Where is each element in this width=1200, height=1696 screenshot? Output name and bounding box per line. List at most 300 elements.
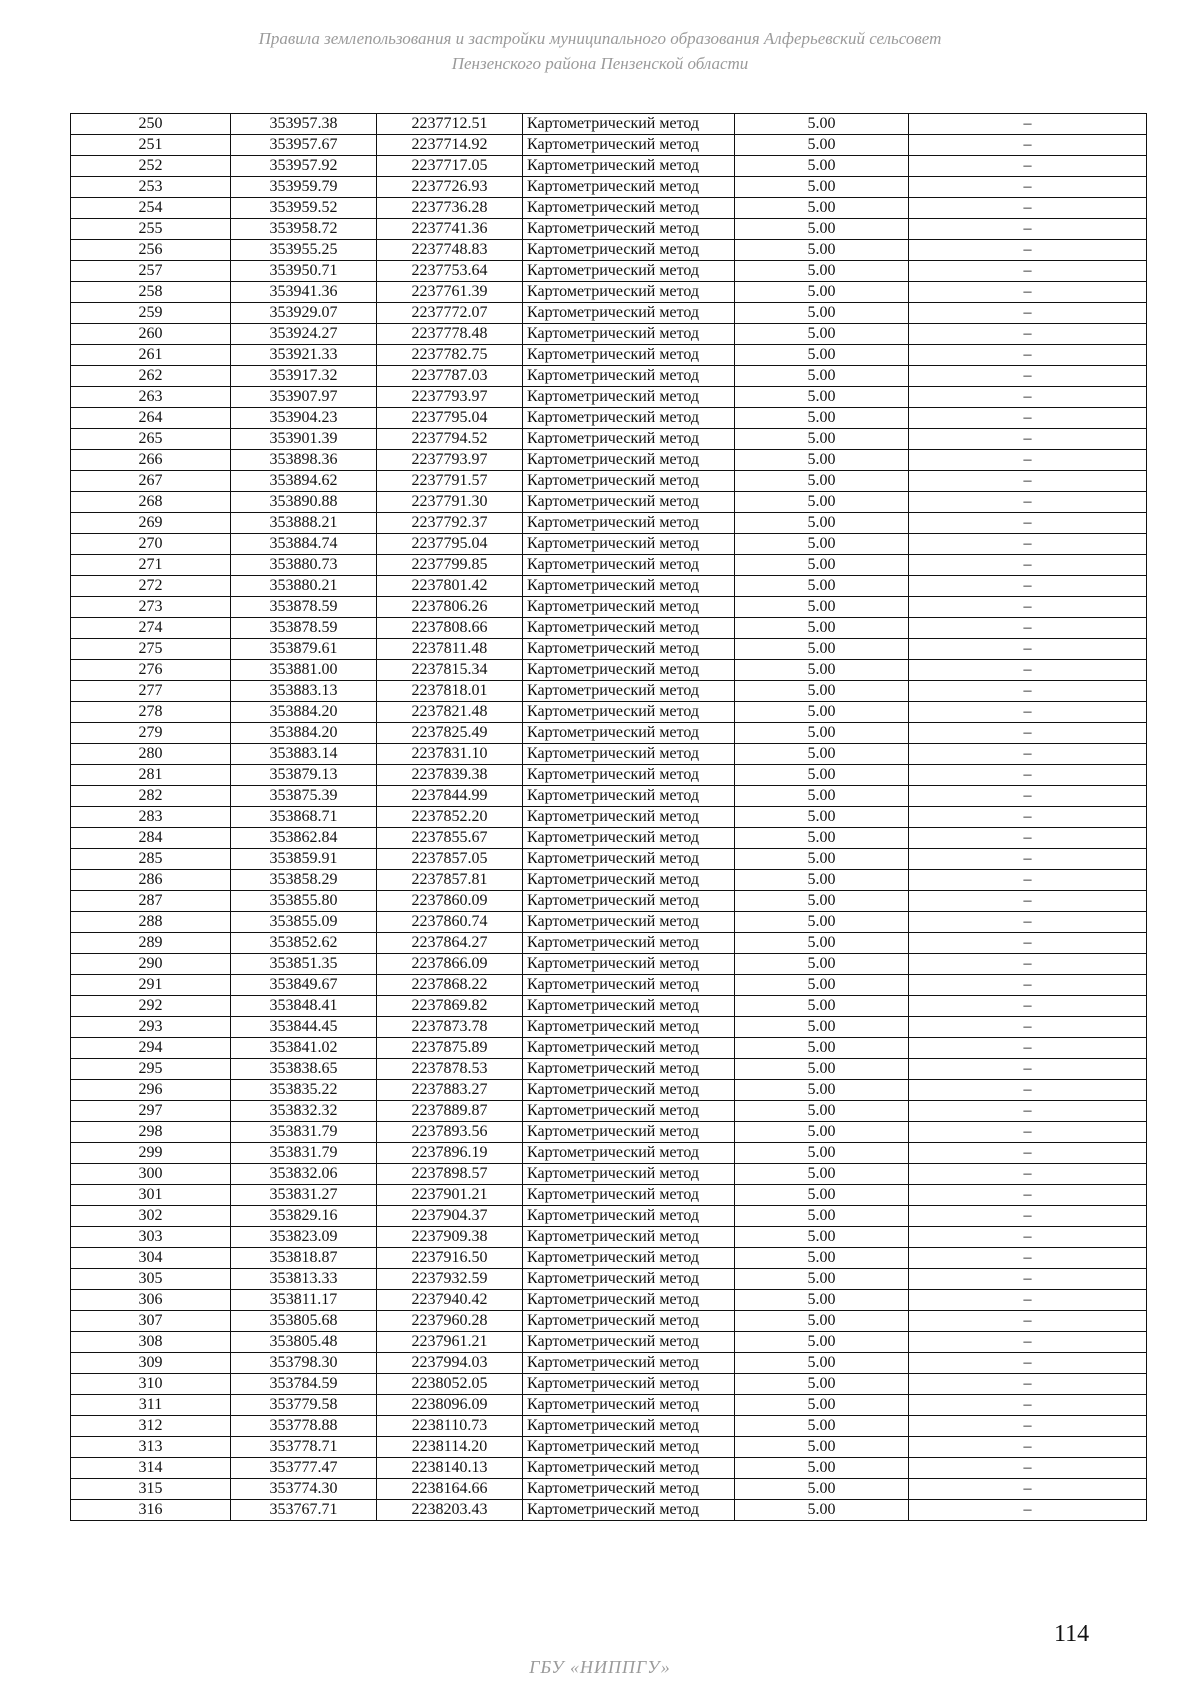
error-cell: 5.00 [735, 639, 909, 660]
table-row [71, 681, 1147, 702]
error-cell: 5.00 [735, 1332, 909, 1353]
note-cell: – [909, 933, 1147, 954]
point-number-cell: 286 [71, 870, 231, 891]
error-cell: 5.00 [735, 114, 909, 135]
note-cell: – [909, 828, 1147, 849]
error-cell: 5.00 [735, 996, 909, 1017]
method-cell: Картометрический метод [523, 786, 735, 807]
method-cell: Картометрический метод [523, 1059, 735, 1080]
x-coordinate-cell: 353855.09 [231, 912, 377, 933]
note-cell: – [909, 1416, 1147, 1437]
method-cell: Картометрический метод [523, 723, 735, 744]
point-number-cell: 260 [71, 324, 231, 345]
method-cell: Картометрический метод [523, 1395, 735, 1416]
error-cell: 5.00 [735, 1248, 909, 1269]
note-cell: – [909, 954, 1147, 975]
table-row [71, 1311, 1147, 1332]
point-number-cell: 264 [71, 408, 231, 429]
table-row [71, 450, 1147, 471]
error-cell: 5.00 [735, 1437, 909, 1458]
method-cell: Картометрический метод [523, 534, 735, 555]
note-cell: – [909, 1017, 1147, 1038]
y-coordinate-cell: 2237889.87 [377, 1101, 523, 1122]
note-cell: – [909, 429, 1147, 450]
table-row [71, 891, 1147, 912]
page-footer: ГБУ «НИППГУ» [529, 1657, 671, 1677]
point-number-cell: 255 [71, 219, 231, 240]
x-coordinate-cell: 353813.33 [231, 1269, 377, 1290]
note-cell: – [909, 1206, 1147, 1227]
table-row [71, 1185, 1147, 1206]
y-coordinate-cell: 2237795.04 [377, 534, 523, 555]
x-coordinate-cell: 353858.29 [231, 870, 377, 891]
x-coordinate-cell: 353941.36 [231, 282, 377, 303]
note-cell: – [909, 1080, 1147, 1101]
point-number-cell: 307 [71, 1311, 231, 1332]
note-cell: – [909, 618, 1147, 639]
x-coordinate-cell: 353831.79 [231, 1143, 377, 1164]
error-cell: 5.00 [735, 450, 909, 471]
table-row [71, 492, 1147, 513]
x-coordinate-cell: 353859.91 [231, 849, 377, 870]
note-cell: – [909, 219, 1147, 240]
x-coordinate-cell: 353778.71 [231, 1437, 377, 1458]
error-cell: 5.00 [735, 135, 909, 156]
y-coordinate-cell: 2237793.97 [377, 387, 523, 408]
note-cell: – [909, 387, 1147, 408]
point-number-cell: 301 [71, 1185, 231, 1206]
y-coordinate-cell: 2237726.93 [377, 177, 523, 198]
note-cell: – [909, 1374, 1147, 1395]
y-coordinate-cell: 2238140.13 [377, 1458, 523, 1479]
y-coordinate-cell: 2238164.66 [377, 1479, 523, 1500]
x-coordinate-cell: 353894.62 [231, 471, 377, 492]
method-cell: Картометрический метод [523, 1458, 735, 1479]
table-row [71, 975, 1147, 996]
error-cell: 5.00 [735, 345, 909, 366]
x-coordinate-cell: 353862.84 [231, 828, 377, 849]
method-cell: Картометрический метод [523, 1290, 735, 1311]
x-coordinate-cell: 353929.07 [231, 303, 377, 324]
table-row [71, 534, 1147, 555]
table-row [71, 828, 1147, 849]
x-coordinate-cell: 353881.00 [231, 660, 377, 681]
table-row [71, 723, 1147, 744]
method-cell: Картометрический метод [523, 1038, 735, 1059]
x-coordinate-cell: 353884.20 [231, 702, 377, 723]
error-cell: 5.00 [735, 975, 909, 996]
point-number-cell: 314 [71, 1458, 231, 1479]
y-coordinate-cell: 2237994.03 [377, 1353, 523, 1374]
y-coordinate-cell: 2237896.19 [377, 1143, 523, 1164]
error-cell: 5.00 [735, 492, 909, 513]
y-coordinate-cell: 2237791.57 [377, 471, 523, 492]
point-number-cell: 280 [71, 744, 231, 765]
note-cell: – [909, 723, 1147, 744]
x-coordinate-cell: 353958.72 [231, 219, 377, 240]
error-cell: 5.00 [735, 1122, 909, 1143]
y-coordinate-cell: 2237794.52 [377, 429, 523, 450]
note-cell: – [909, 1038, 1147, 1059]
point-number-cell: 277 [71, 681, 231, 702]
x-coordinate-cell: 353811.17 [231, 1290, 377, 1311]
x-coordinate-cell: 353924.27 [231, 324, 377, 345]
x-coordinate-cell: 353917.32 [231, 366, 377, 387]
table-row [71, 1269, 1147, 1290]
point-number-cell: 309 [71, 1353, 231, 1374]
table-row [71, 513, 1147, 534]
x-coordinate-cell: 353883.14 [231, 744, 377, 765]
method-cell: Картометрический метод [523, 1374, 735, 1395]
error-cell: 5.00 [735, 1164, 909, 1185]
x-coordinate-cell: 353907.97 [231, 387, 377, 408]
table-row [71, 324, 1147, 345]
method-cell: Картометрический метод [523, 1101, 735, 1122]
point-number-cell: 276 [71, 660, 231, 681]
y-coordinate-cell: 2237808.66 [377, 618, 523, 639]
note-cell: – [909, 660, 1147, 681]
table-row [71, 1101, 1147, 1122]
method-cell: Картометрический метод [523, 261, 735, 282]
point-number-cell: 299 [71, 1143, 231, 1164]
error-cell: 5.00 [735, 786, 909, 807]
point-number-cell: 263 [71, 387, 231, 408]
y-coordinate-cell: 2237868.22 [377, 975, 523, 996]
x-coordinate-cell: 353829.16 [231, 1206, 377, 1227]
table-row [71, 870, 1147, 891]
error-cell: 5.00 [735, 1080, 909, 1101]
method-cell: Картометрический метод [523, 303, 735, 324]
point-number-cell: 267 [71, 471, 231, 492]
point-number-cell: 311 [71, 1395, 231, 1416]
error-cell: 5.00 [735, 534, 909, 555]
error-cell: 5.00 [735, 597, 909, 618]
error-cell: 5.00 [735, 177, 909, 198]
table-row [71, 702, 1147, 723]
note-cell: – [909, 492, 1147, 513]
point-number-cell: 302 [71, 1206, 231, 1227]
x-coordinate-cell: 353818.87 [231, 1248, 377, 1269]
method-cell: Картометрический метод [523, 387, 735, 408]
y-coordinate-cell: 2237712.51 [377, 114, 523, 135]
method-cell: Картометрический метод [523, 1206, 735, 1227]
x-coordinate-cell: 353798.30 [231, 1353, 377, 1374]
note-cell: – [909, 765, 1147, 786]
x-coordinate-cell: 353880.73 [231, 555, 377, 576]
method-cell: Картометрический метод [523, 450, 735, 471]
note-cell: – [909, 1059, 1147, 1080]
y-coordinate-cell: 2238110.73 [377, 1416, 523, 1437]
table-row [71, 1059, 1147, 1080]
table-row [71, 1038, 1147, 1059]
method-cell: Картометрический метод [523, 1311, 735, 1332]
note-cell: – [909, 912, 1147, 933]
y-coordinate-cell: 2237787.03 [377, 366, 523, 387]
error-cell: 5.00 [735, 681, 909, 702]
method-cell: Картометрический метод [523, 576, 735, 597]
x-coordinate-cell: 353777.47 [231, 1458, 377, 1479]
y-coordinate-cell: 2237860.09 [377, 891, 523, 912]
table-row [71, 177, 1147, 198]
note-cell: – [909, 975, 1147, 996]
table-row [71, 1164, 1147, 1185]
y-coordinate-cell: 2237839.38 [377, 765, 523, 786]
point-number-cell: 266 [71, 450, 231, 471]
point-number-cell: 287 [71, 891, 231, 912]
table-row [71, 198, 1147, 219]
y-coordinate-cell: 2237806.26 [377, 597, 523, 618]
error-cell: 5.00 [735, 1353, 909, 1374]
method-cell: Картометрический метод [523, 891, 735, 912]
point-number-cell: 284 [71, 828, 231, 849]
note-cell: – [909, 1269, 1147, 1290]
error-cell: 5.00 [735, 240, 909, 261]
error-cell: 5.00 [735, 1479, 909, 1500]
table-row [71, 576, 1147, 597]
x-coordinate-cell: 353823.09 [231, 1227, 377, 1248]
method-cell: Картометрический метод [523, 366, 735, 387]
error-cell: 5.00 [735, 576, 909, 597]
error-cell: 5.00 [735, 807, 909, 828]
method-cell: Картометрический метод [523, 996, 735, 1017]
y-coordinate-cell: 2237795.04 [377, 408, 523, 429]
x-coordinate-cell: 353852.62 [231, 933, 377, 954]
error-cell: 5.00 [735, 324, 909, 345]
error-cell: 5.00 [735, 1185, 909, 1206]
note-cell: – [909, 303, 1147, 324]
page-header [150, 26, 1050, 76]
point-number-cell: 294 [71, 1038, 231, 1059]
error-cell: 5.00 [735, 1500, 909, 1521]
method-cell: Картометрический метод [523, 1248, 735, 1269]
table-row [71, 765, 1147, 786]
method-cell: Картометрический метод [523, 597, 735, 618]
x-coordinate-cell: 353921.33 [231, 345, 377, 366]
y-coordinate-cell: 2237852.20 [377, 807, 523, 828]
y-coordinate-cell: 2237825.49 [377, 723, 523, 744]
x-coordinate-cell: 353805.68 [231, 1311, 377, 1332]
error-cell: 5.00 [735, 1143, 909, 1164]
error-cell: 5.00 [735, 261, 909, 282]
point-number-cell: 252 [71, 156, 231, 177]
point-number-cell: 269 [71, 513, 231, 534]
method-cell: Картометрический метод [523, 1479, 735, 1500]
note-cell: – [909, 114, 1147, 135]
note-cell: – [909, 849, 1147, 870]
method-cell: Картометрический метод [523, 219, 735, 240]
error-cell: 5.00 [735, 1311, 909, 1332]
method-cell: Картометрический метод [523, 513, 735, 534]
y-coordinate-cell: 2237875.89 [377, 1038, 523, 1059]
method-cell: Картометрический метод [523, 618, 735, 639]
method-cell: Картометрический метод [523, 702, 735, 723]
method-cell: Картометрический метод [523, 1164, 735, 1185]
point-number-cell: 306 [71, 1290, 231, 1311]
table-row [71, 303, 1147, 324]
note-cell: – [909, 1290, 1147, 1311]
table-row [71, 114, 1147, 135]
note-cell: – [909, 513, 1147, 534]
point-number-cell: 305 [71, 1269, 231, 1290]
point-number-cell: 251 [71, 135, 231, 156]
method-cell: Картометрический метод [523, 765, 735, 786]
note-cell: – [909, 345, 1147, 366]
table-row [71, 1332, 1147, 1353]
point-number-cell: 304 [71, 1248, 231, 1269]
point-number-cell: 293 [71, 1017, 231, 1038]
point-number-cell: 283 [71, 807, 231, 828]
method-cell: Картометрический метод [523, 471, 735, 492]
y-coordinate-cell: 2237748.83 [377, 240, 523, 261]
method-cell: Картометрический метод [523, 1437, 735, 1458]
table-row [71, 786, 1147, 807]
method-cell: Картометрический метод [523, 828, 735, 849]
table-row [71, 597, 1147, 618]
note-cell: – [909, 450, 1147, 471]
error-cell: 5.00 [735, 828, 909, 849]
error-cell: 5.00 [735, 1206, 909, 1227]
table-row [71, 1353, 1147, 1374]
y-coordinate-cell: 2238052.05 [377, 1374, 523, 1395]
x-coordinate-cell: 353957.67 [231, 135, 377, 156]
point-number-cell: 292 [71, 996, 231, 1017]
method-cell: Картометрический метод [523, 408, 735, 429]
method-cell: Картометрический метод [523, 1143, 735, 1164]
note-cell: – [909, 996, 1147, 1017]
y-coordinate-cell: 2237821.48 [377, 702, 523, 723]
x-coordinate-cell: 353838.65 [231, 1059, 377, 1080]
method-cell: Картометрический метод [523, 1080, 735, 1101]
x-coordinate-cell: 353904.23 [231, 408, 377, 429]
note-cell: – [909, 408, 1147, 429]
table-row [71, 660, 1147, 681]
method-cell: Картометрический метод [523, 639, 735, 660]
x-coordinate-cell: 353831.79 [231, 1122, 377, 1143]
table-row [71, 1437, 1147, 1458]
note-cell: – [909, 471, 1147, 492]
y-coordinate-cell: 2237717.05 [377, 156, 523, 177]
method-cell: Картометрический метод [523, 429, 735, 450]
x-coordinate-cell: 353957.38 [231, 114, 377, 135]
note-cell: – [909, 135, 1147, 156]
method-cell: Картометрический метод [523, 1353, 735, 1374]
x-coordinate-cell: 353831.27 [231, 1185, 377, 1206]
x-coordinate-cell: 353779.58 [231, 1395, 377, 1416]
table-row [71, 555, 1147, 576]
error-cell: 5.00 [735, 1101, 909, 1122]
point-number-cell: 250 [71, 114, 231, 135]
y-coordinate-cell: 2237961.21 [377, 1332, 523, 1353]
error-cell: 5.00 [735, 1059, 909, 1080]
note-cell: – [909, 156, 1147, 177]
x-coordinate-cell: 353868.71 [231, 807, 377, 828]
error-cell: 5.00 [735, 660, 909, 681]
y-coordinate-cell: 2238096.09 [377, 1395, 523, 1416]
table-row [71, 933, 1147, 954]
error-cell: 5.00 [735, 1395, 909, 1416]
y-coordinate-cell: 2237815.34 [377, 660, 523, 681]
x-coordinate-cell: 353888.21 [231, 513, 377, 534]
point-number-cell: 282 [71, 786, 231, 807]
y-coordinate-cell: 2238114.20 [377, 1437, 523, 1458]
method-cell: Картометрический метод [523, 1122, 735, 1143]
note-cell: – [909, 1227, 1147, 1248]
point-number-cell: 312 [71, 1416, 231, 1437]
note-cell: – [909, 1500, 1147, 1521]
table-row [71, 1080, 1147, 1101]
y-coordinate-cell: 2237916.50 [377, 1248, 523, 1269]
error-cell: 5.00 [735, 198, 909, 219]
y-coordinate-cell: 2237932.59 [377, 1269, 523, 1290]
error-cell: 5.00 [735, 618, 909, 639]
y-coordinate-cell: 2237741.36 [377, 219, 523, 240]
note-cell: – [909, 1164, 1147, 1185]
point-number-cell: 316 [71, 1500, 231, 1521]
table-row [71, 1500, 1147, 1521]
note-cell: – [909, 261, 1147, 282]
method-cell: Картометрический метод [523, 345, 735, 366]
x-coordinate-cell: 353774.30 [231, 1479, 377, 1500]
point-number-cell: 253 [71, 177, 231, 198]
y-coordinate-cell: 2237901.21 [377, 1185, 523, 1206]
table-row [71, 1395, 1147, 1416]
point-number-cell: 265 [71, 429, 231, 450]
table-row [71, 1248, 1147, 1269]
table-row [71, 996, 1147, 1017]
error-cell: 5.00 [735, 1290, 909, 1311]
table-row [71, 387, 1147, 408]
point-number-cell: 261 [71, 345, 231, 366]
method-cell: Картометрический метод [523, 198, 735, 219]
table-row [71, 261, 1147, 282]
table-row [71, 408, 1147, 429]
x-coordinate-cell: 353883.13 [231, 681, 377, 702]
point-number-cell: 257 [71, 261, 231, 282]
table-row [71, 1017, 1147, 1038]
x-coordinate-cell: 353879.13 [231, 765, 377, 786]
point-number-cell: 303 [71, 1227, 231, 1248]
note-cell: – [909, 534, 1147, 555]
note-cell: – [909, 324, 1147, 345]
method-cell: Картометрический метод [523, 912, 735, 933]
point-number-cell: 274 [71, 618, 231, 639]
method-cell: Картометрический метод [523, 555, 735, 576]
point-number-cell: 300 [71, 1164, 231, 1185]
error-cell: 5.00 [735, 954, 909, 975]
y-coordinate-cell: 2237801.42 [377, 576, 523, 597]
y-coordinate-cell: 2237793.97 [377, 450, 523, 471]
x-coordinate-cell: 353832.32 [231, 1101, 377, 1122]
note-cell: – [909, 1122, 1147, 1143]
table-row [71, 849, 1147, 870]
table-row [71, 1227, 1147, 1248]
table-row [71, 618, 1147, 639]
x-coordinate-cell: 353835.22 [231, 1080, 377, 1101]
method-cell: Картометрический метод [523, 744, 735, 765]
point-number-cell: 313 [71, 1437, 231, 1458]
table-row [71, 744, 1147, 765]
point-number-cell: 258 [71, 282, 231, 303]
x-coordinate-cell: 353878.59 [231, 597, 377, 618]
method-cell: Картометрический метод [523, 870, 735, 891]
note-cell: – [909, 786, 1147, 807]
y-coordinate-cell: 2237940.42 [377, 1290, 523, 1311]
y-coordinate-cell: 2238203.43 [377, 1500, 523, 1521]
y-coordinate-cell: 2237799.85 [377, 555, 523, 576]
error-cell: 5.00 [735, 1227, 909, 1248]
error-cell: 5.00 [735, 429, 909, 450]
table-row [71, 156, 1147, 177]
